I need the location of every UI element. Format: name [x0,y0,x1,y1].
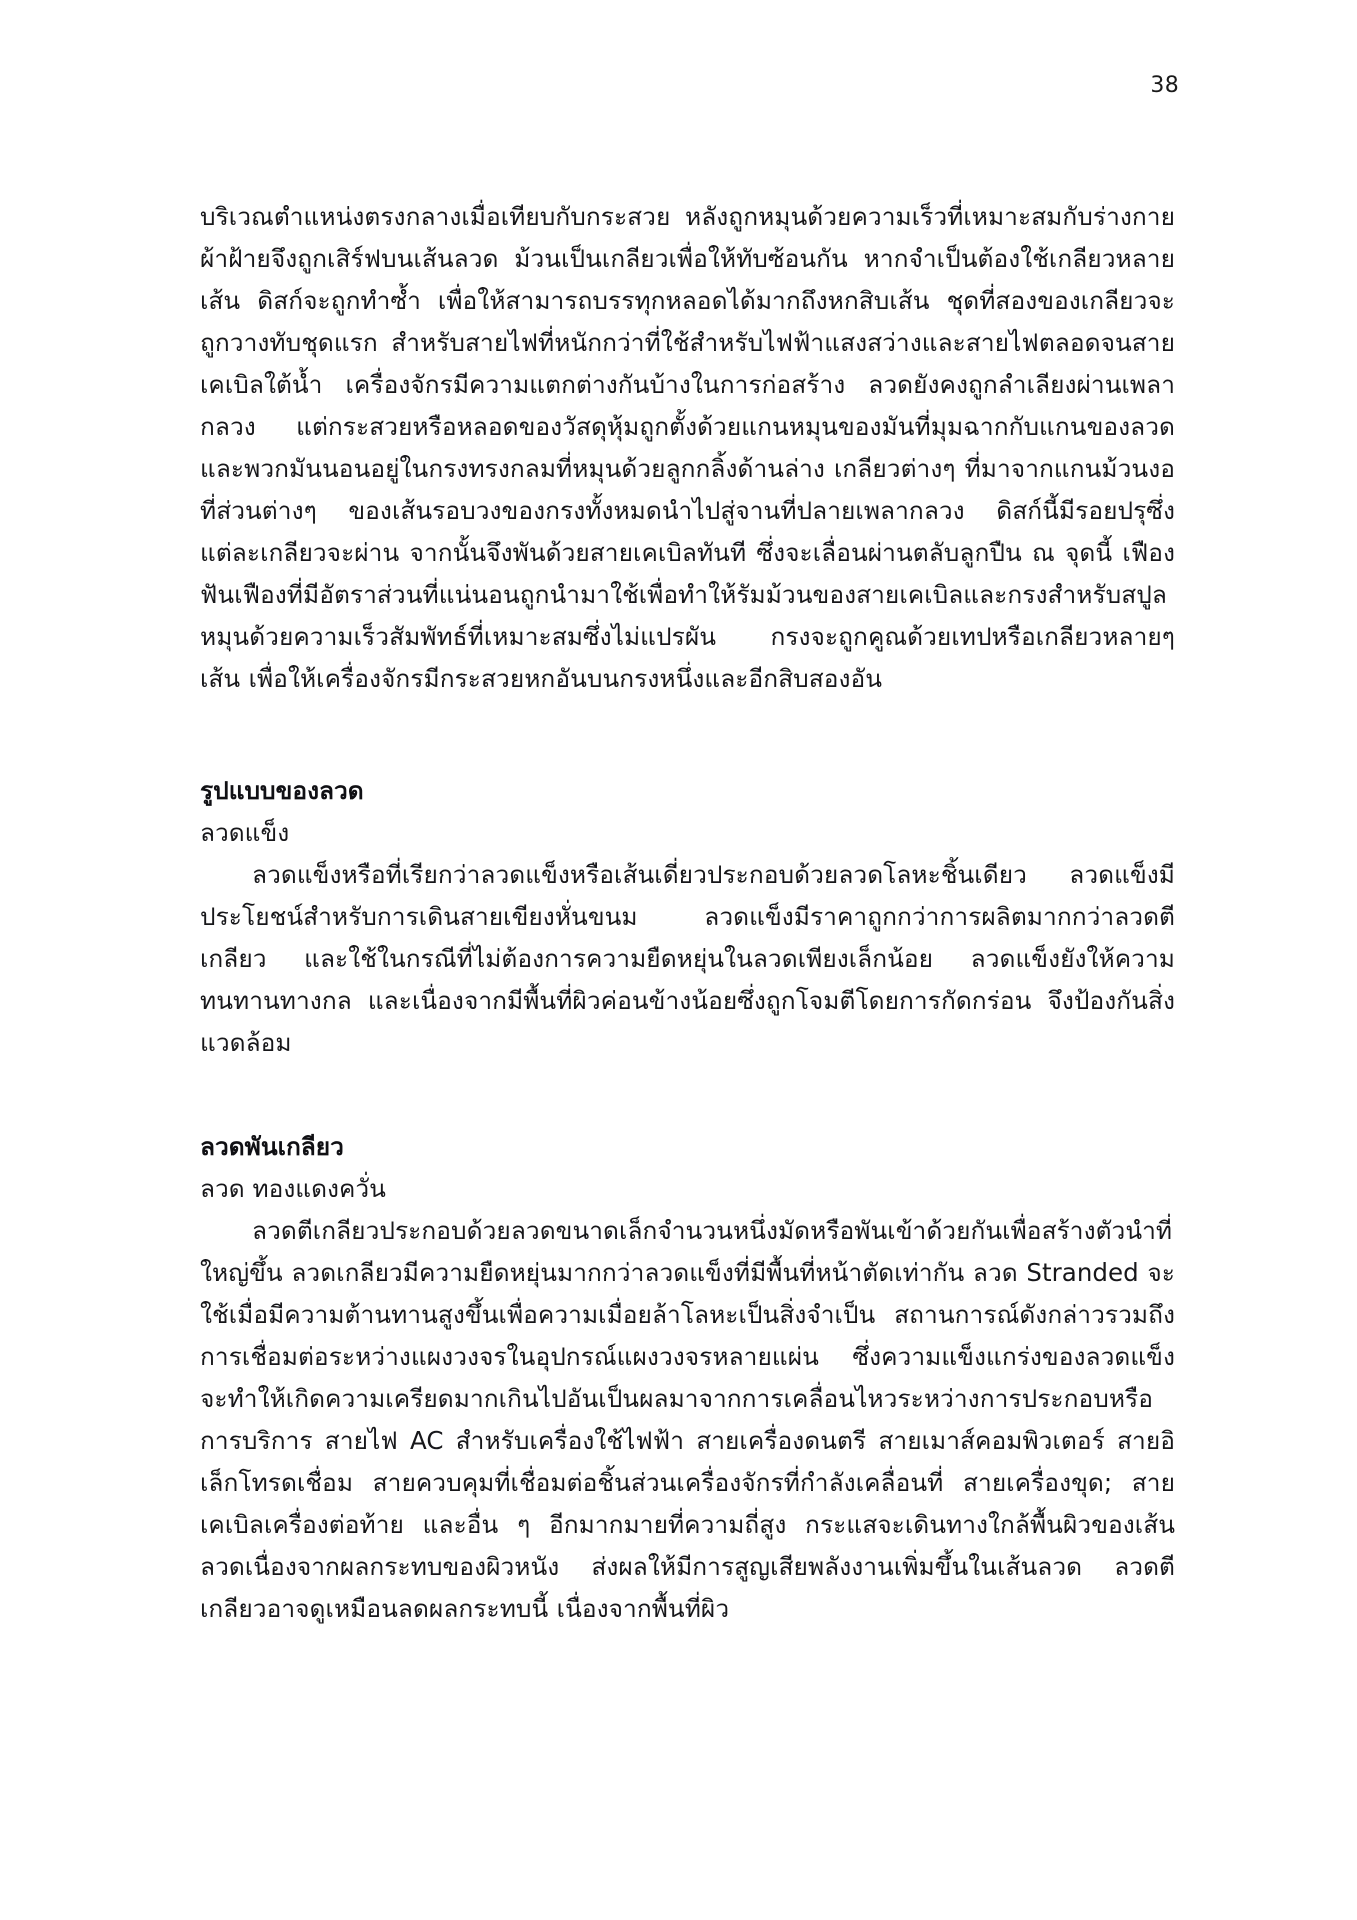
page-content [200,196,1175,1630]
section-spacer-2 [200,1064,1175,1126]
body-paragraph-2: ลวดแข็งหรือที่เรียกว่าลวดแข็งหรือเส้นเดี่ยวประกอบด้วยลวดโลหะชิ้นเดียว ลวดแข็งมีประโยชน์สำหรับการเดินสายเขียงหั่นขนม ลวดแข็งมีราคาถูกกว่าการผลิตมากกว่าลวดตีเกลียว และใช้ในกรณีที่ไม่ต้องการความยืดหยุ่นในลวดเพียงเล็กน้อย ลวดแข็งยังให้ความทนทานทางกล และเนื่องจากมีพื้นที่ผิวค่อนข้างน้อยซึ่งถูกโจมตีโดยการกัดกร่อน จึงป้องกันสิ่งแวดล้อม [200,860,1175,1057]
body-paragraph-3: ลวดตีเกลียวประกอบด้วยลวดขนาดเล็กจำนวนหนึ่งมัดหรือพันเข้าด้วยกันเพื่อสร้างตัวนำที่ใหญ่ขึ้น ลวดเกลียวมีความยืดหยุ่นมากกว่าลวดแข็งที่มีพื้นที่หน้าตัดเท่ากัน ลวด Stranded จะใช้เมื่อมีความต้านทานสูงขึ้นเพื่อความเมื่อยล้าโลหะเป็นสิ่งจำเป็น สถานการณ์ดังกล่าวรวมถึงการเชื่อมต่อระหว่างแผงวงจรในอุปกรณ์แผงวงจรหลายแผ่น ซึ่งความแข็งแกร่งของลวดแข็งจะทำให้เกิดความเครียดมากเกินไปอันเป็นผลมาจากการเคลื่อนไหวระหว่างการประกอบหรือการบริการ สายไฟ AC สำหรับเครื่องใช้ไฟฟ้า สายเครื่องดนตรี สายเมาส์คอมพิวเตอร์ สายอิเล็กโทรดเชื่อม สายควบคุมที่เชื่อมต่อชิ้นส่วนเครื่องจักรที่กำลังเคลื่อนที่ สายเครื่องขุด; สายเคเบิลเครื่องต่อท้าย และอื่น ๆ อีกมากมายที่ความถี่สูง กระแสจะเดินทางใกล้พื้นผิวของเส้นลวดเนื่องจากผลกระทบของผิวหนัง ส่งผลให้มีการสูญเสียพลังงานเพิ่มขึ้นในเส้นลวด ลวดตีเกลียวอาจดูเหมือนลดผลกระทบนี้ เนื่องจากพื้นที่ผิว [200,1216,1175,1623]
body-paragraph-1: บริเวณตำแหน่งตรงกลางเมื่อเทียบกับกระสวย หลังถูกหมุนด้วยความเร็วที่เหมาะสมกับร่างกาย ผ้าฝ้ายจึงถูกเสิร์ฟบนเส้นลวด ม้วนเป็นเกลียวเพื่อให้ทับซ้อนกัน หากจำเป็นต้องใช้เกลียวหลายเส้น ดิสก์จะถูกทำซ้ำ เพื่อให้สามารถบรรทุกหลอดได้มากถึงหกสิบเส้น ชุดที่สองของเกลียวจะถูกวางทับชุดแรก สำหรับสายไฟที่หนักกว่าที่ใช้สำหรับไฟฟ้าแสงสว่างและสายไฟตลอดจนสายเคเบิลใต้น้ำ เครื่องจักรมีความแตกต่างกันบ้างในการก่อสร้าง ลวดยังคงถูกลำเลียงผ่านเพลากลวง แต่กระสวยหรือหลอดของวัสดุหุ้มถูกตั้งด้วยแกนหมุนของมันที่มุมฉากกับแกนของลวด และพวกมันนอนอยู่ในกรงทรงกลมที่หมุนด้วยลูกกลิ้งด้านล่าง เกลียวต่างๆ ที่มาจากแกนม้วนงอที่ส่วนต่างๆ ของเส้นรอบวงของกรงทั้งหมดนำไปสู่จานที่ปลายเพลากลวง ดิสก์นี้มีรอยปรุซึ่งแต่ละเกลียวจะผ่าน จากนั้นจึงพันด้วยสายเคเบิลทันที ซึ่งจะเลื่อนผ่านตลับลูกปืน ณ จุดนี้ เฟืองฟันเฟืองที่มีอัตราส่วนที่แน่นอนถูกนำมาใช้เพื่อทำให้รัมม้วนของสายเคเบิลและกรงสำหรับสปูลหมุนด้วยความเร็วสัมพัทธ์ที่เหมาะสมซึ่งไม่แปรผัน กรงจะถูกคูณด้วยเทปหรือเกลียวหลายๆ เส้น เพื่อให้เครื่องจักรมีกระสวยหกอันบนกรงหนึ่งและอีกสิบสองอัน [200,202,1175,693]
section-spacer-1 [200,700,1175,770]
section-heading-wire-forms: รูปแบบของลวด [200,776,364,805]
subsection-heading-solid-wire: ลวดแข็ง [200,818,290,847]
subsection-heading-copper-strand: ลวด ทองแดงควั่น [200,1174,386,1203]
page-number: 38 [1150,73,1179,98]
section-heading-stranded-wire: ลวดพันเกลียว [200,1132,344,1161]
